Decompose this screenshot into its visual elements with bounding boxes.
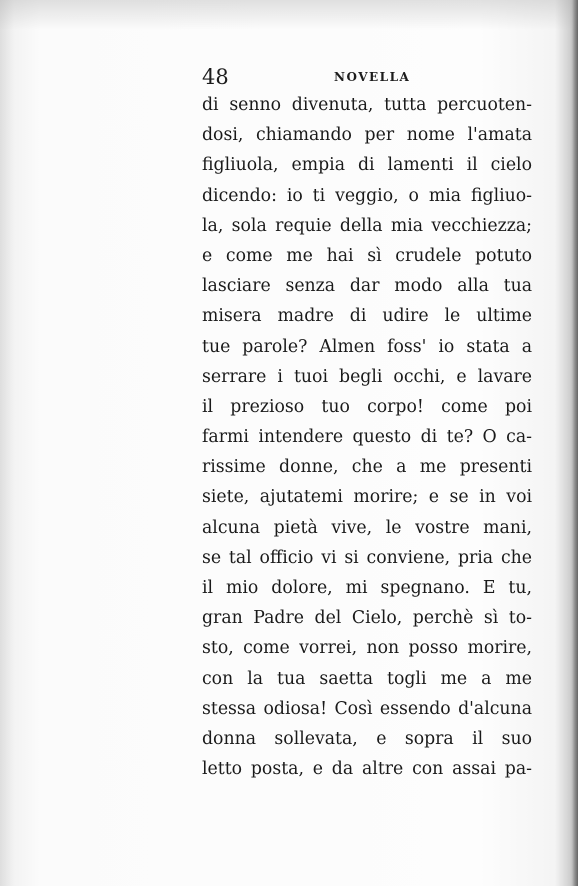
text-line: di senno divenuta, tutta percuoten- [202, 95, 532, 115]
text-line: la, sola requie della mia vecchiezza; [202, 215, 532, 236]
running-head [202, 64, 532, 90]
text-line: gran Padre del Cielo, perchè sì to- [202, 608, 532, 629]
text-line: lasciare senza dar modo alla tua [202, 276, 532, 297]
text-line: siete, ajutatemi morire; e se in voi [202, 487, 532, 508]
text-line: con la tua saetta togli me a me [202, 668, 532, 689]
text-line: dosi, chiamando per nome l'amata [202, 125, 532, 146]
text-line: tue parole? Almen foss' io stata a [202, 336, 532, 357]
text-line: serrare i tuoi begli occhi, e lavare [202, 366, 532, 387]
text-line: il prezioso tuo corpo! come poi [202, 396, 532, 417]
text-line: il mio dolore, mi spegnano. E tu, [202, 578, 532, 598]
text-line: se tal officio vi si conviene, pria che [202, 547, 532, 568]
text-line: figliuola, empia di lamenti il cielo [202, 155, 532, 176]
text-line: alcuna pietà vive, le vostre mani, [202, 517, 532, 538]
text-line: letto posta, e da altre con assai pa- [202, 759, 532, 780]
body-text [202, 90, 532, 784]
text-line: farmi intendere questo di te? O ca- [202, 427, 532, 448]
text-line: stessa odiosa! Così essendo d'alcuna [202, 698, 532, 719]
text-line: dicendo: io ti veggio, o mia figliuo- [202, 185, 532, 206]
running-title: NOVELLA [334, 70, 411, 84]
text-line: sto, come vorrei, non posso morire, [202, 638, 532, 659]
text-line: donna sollevata, e sopra il suo [202, 728, 532, 749]
text-line: rissime donne, che a me presenti [202, 457, 532, 478]
text-line: misera madre di udire le ultime [202, 306, 532, 327]
page-number: 48 [202, 65, 229, 89]
text-line: e come me hai sì crudele potuto [202, 245, 532, 266]
